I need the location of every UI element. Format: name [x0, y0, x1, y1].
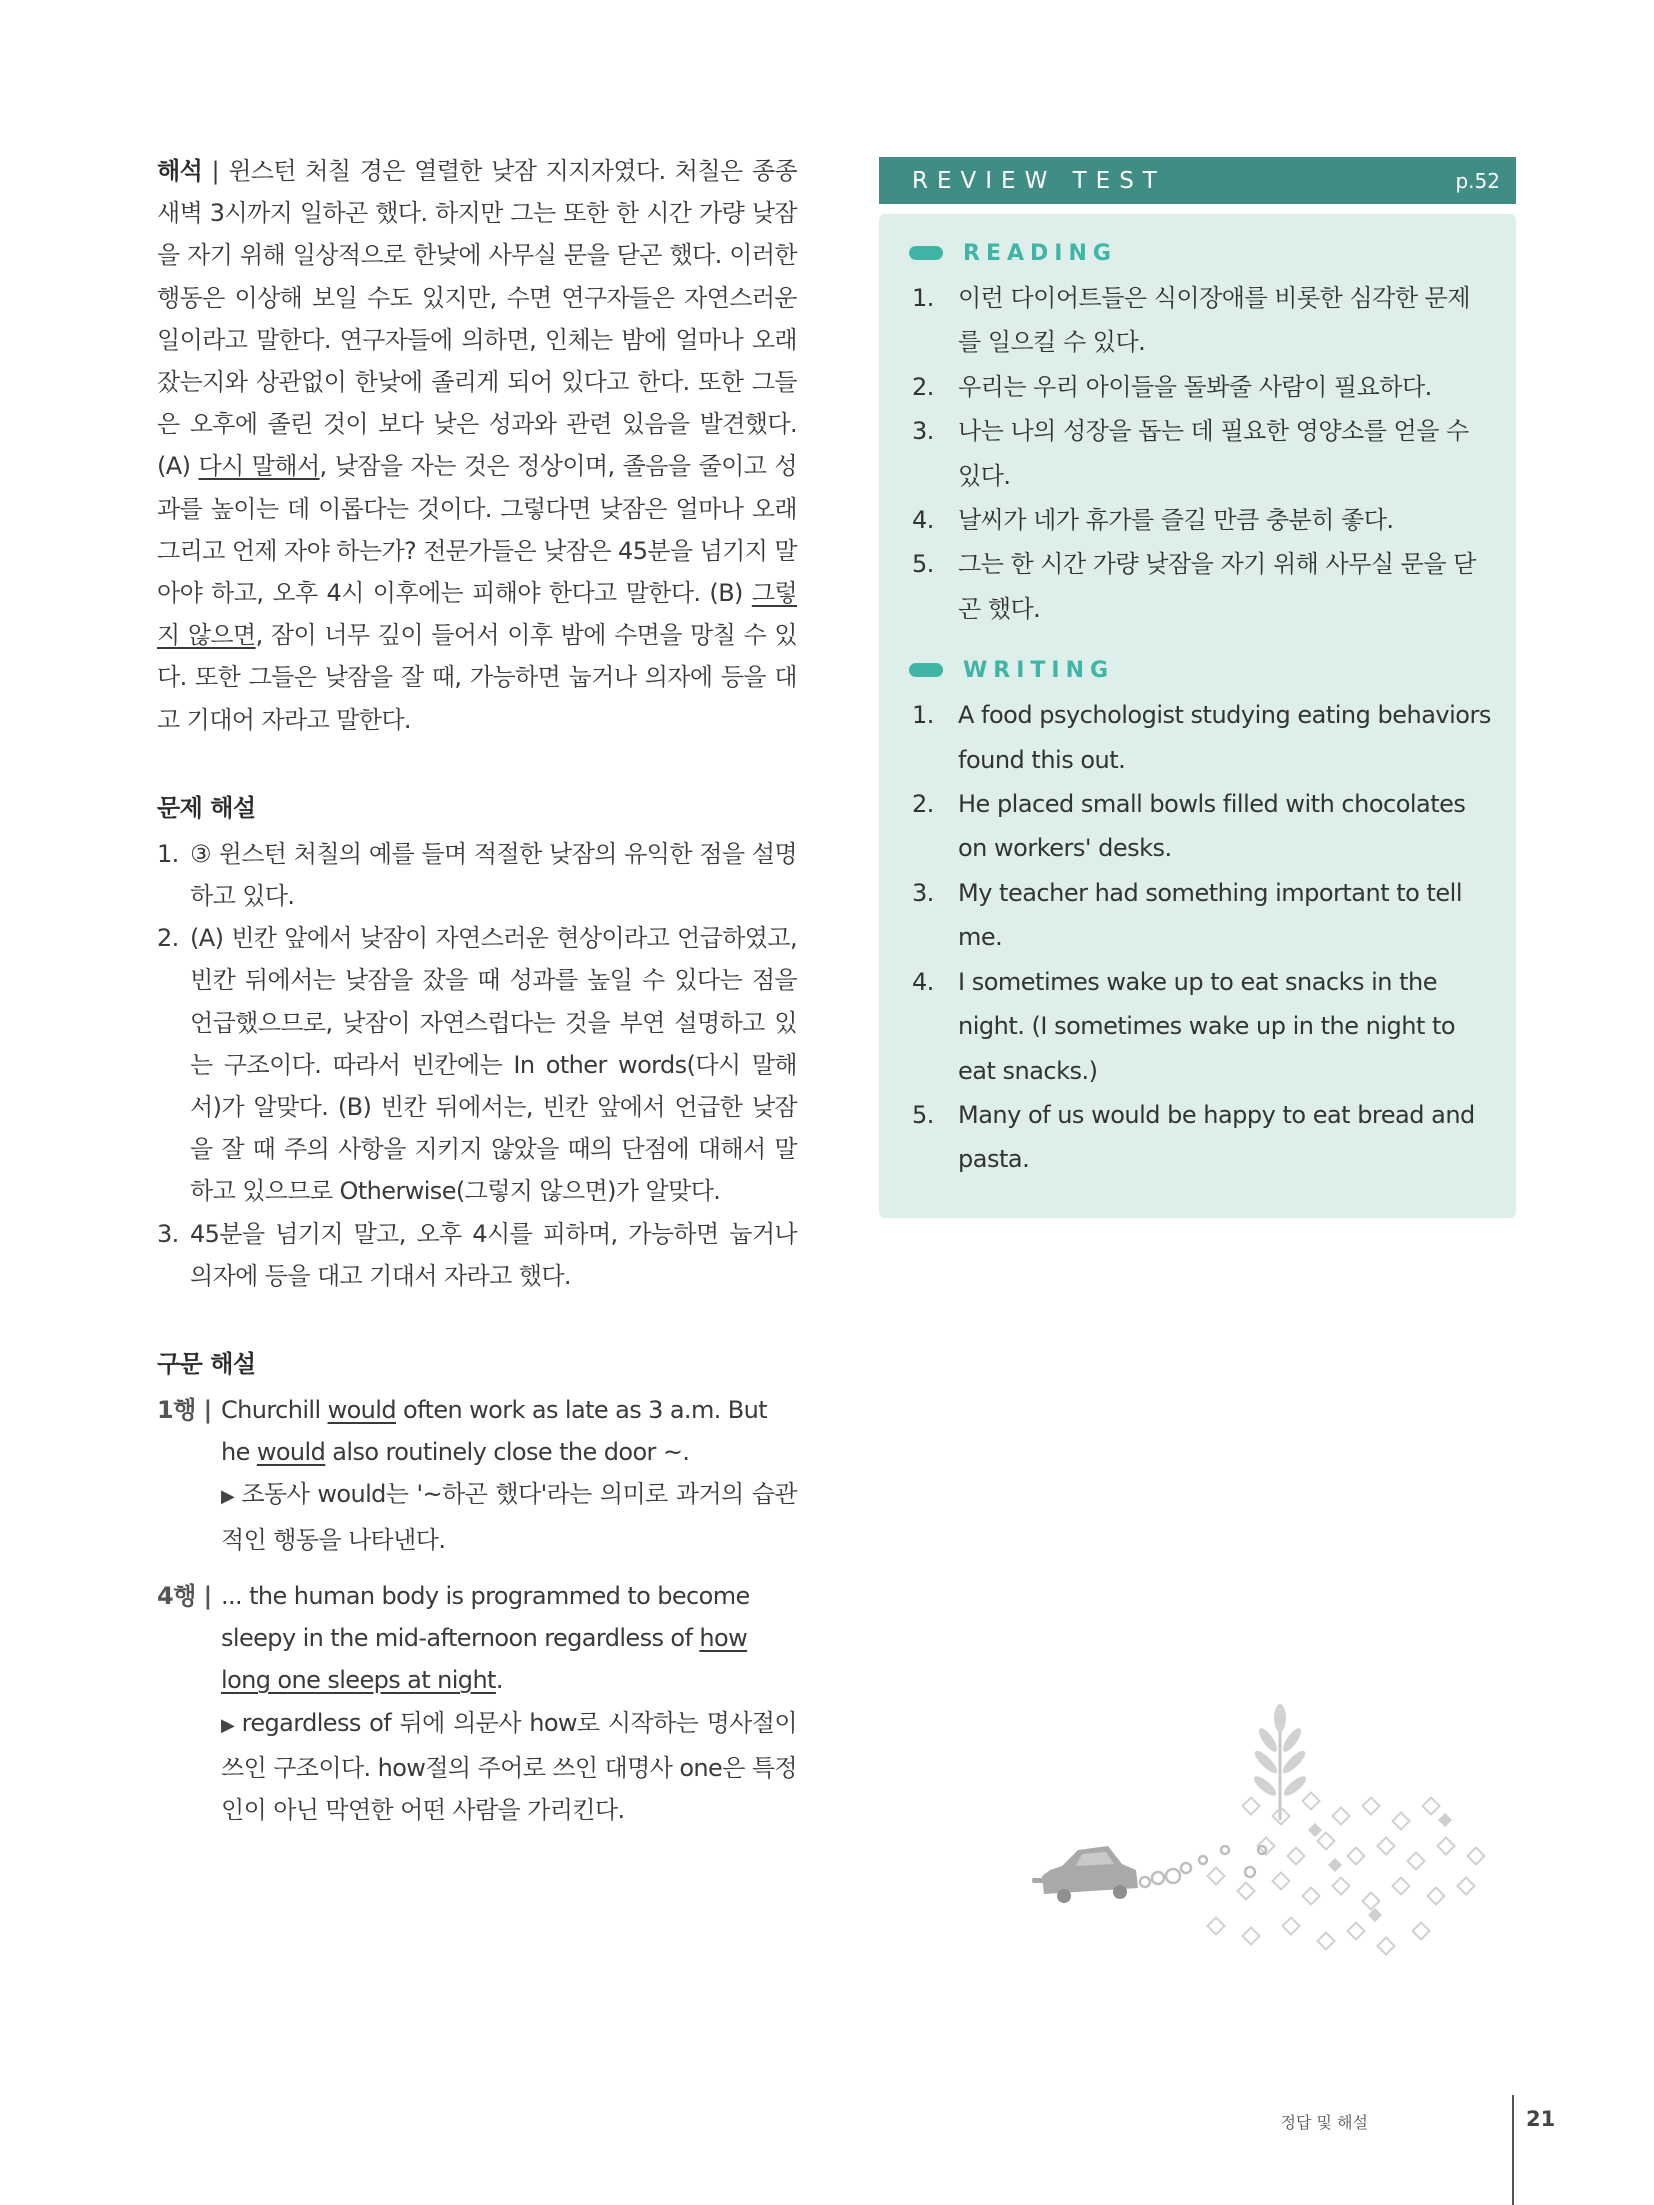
plant-icon: [1251, 1704, 1309, 1820]
item-number: 3.: [912, 878, 934, 907]
item-number: 1.: [912, 284, 934, 312]
problems-title: 문제 해설: [157, 793, 256, 822]
reading-label: READING: [963, 240, 1117, 266]
problem-number: 3.: [157, 1219, 179, 1248]
writing-item: [909, 1093, 1492, 1182]
grammar-item: [157, 1575, 797, 1831]
review-test-page-ref: p.52: [1455, 168, 1500, 193]
problems-list: [157, 833, 797, 1297]
footer-divider: [1512, 2095, 1514, 2205]
pill-marker-icon: [909, 246, 943, 260]
item-number: 2.: [912, 790, 934, 819]
grammar-title: 구문 해설: [157, 1350, 256, 1379]
grammar-sentence: [221, 1389, 797, 1473]
item-text: I sometimes wake up to eat snacks in the night. (I sometimes wake up in the night to eat snacks.): [958, 967, 1456, 1085]
sentence-part: also routinely close the door ~.: [325, 1438, 690, 1467]
writing-item: [909, 693, 1492, 782]
item-text: 이런 다이어트들은 식이장애를 비롯한 심각한 문제를 일으킬 수 있다.: [958, 284, 1471, 357]
reading-item: [909, 498, 1492, 542]
reading-heading: [909, 238, 1492, 268]
writing-item: [909, 871, 1492, 960]
translation-label: 해석: [157, 157, 203, 185]
translation-text-2: , 낮잠을 자는 것은 정상이며, 졸음을 줄이고 성과를 높이는 데 이롭다는 것이다. 그렇다면 낮잠은 얼마나 오래 그리고 언제 자야 하는가? 전문가들은 낮잠은 45분을 넘기지 말아야 하고, 오후 4시 이후에는 피해야 한다고 말한다. (B): [157, 452, 798, 608]
triangle-arrow-icon: ▶: [221, 1714, 236, 1736]
problem-number: 1.: [157, 839, 179, 868]
grammar-note-text: 조동사 would는 '~하곤 했다'라는 의미로 과거의 습관적인 행동을 나타낸다.: [221, 1480, 797, 1554]
reading-item: [909, 542, 1492, 631]
sentence-underline: how long one sleeps at night: [221, 1624, 748, 1695]
car-plant-illustration: [1030, 1700, 1530, 1980]
sentence-part: .: [495, 1666, 503, 1695]
grammar-line-ref: 1행 |: [157, 1396, 212, 1425]
review-test-title: REVIEW TEST: [912, 167, 1166, 194]
review-test-header: [879, 157, 1516, 204]
translation-text-1: | 윈스턴 처칠 경은 열렬한 낮잠 지지자였다. 처칠은 종종 새벽 3시까지 일하곤 했다. 하지만 그는 또한 한 시간 가량 낮잠을 자기 위해 일상적으로 한낮에 사무실 문을 닫곤 했다. 이러한 행동은 이상해 보일 수도 있지만, 수면 연구자들은 자연스러운 일이라고 말한다. 연구자들에 의하면, 인체는 밤에 얼마나 오래 잤는지와 상관없이 한낮에 졸리게 되어 있다고 한다. 또한 그들은 오후에 졸린 것이 보다 낮은 성과와 관련 있음을 발견했다. (A): [157, 157, 797, 481]
sentence-part: ... the human body is programmed to become sleepy in the mid-afternoon regardless of: [221, 1581, 750, 1653]
writing-item: [909, 960, 1492, 1093]
writing-item: [909, 782, 1492, 871]
item-text: 우리는 우리 아이들을 돌봐줄 사람이 필요하다.: [958, 372, 1432, 401]
triangle-arrow-icon: ▶: [221, 1486, 236, 1508]
item-number: 1.: [912, 701, 934, 730]
writing-list: [909, 693, 1492, 1181]
problem-text: (A) 빈칸 앞에서 낮잠이 자연스러운 현상이라고 언급하였고, 빈칸 뒤에서는 낮잠을 잤을 때 성과를 높일 수 있다는 점을 언급했으므로, 낮잠이 자연스럽다는 것을 부연 설명하고 있는 구조이다. 따라서 빈칸에는 In other words(다시 말해서)가 알맞다. (B) 빈칸 뒤에서는, 빈칸 앞에서 언급한 낮잠을 잘 때 주의 사항을 지키지 않았을 때의 단점에 대해서 말하고 있으므로 Otherwise(그렇지 않으면)가 알맞다.: [190, 924, 797, 1206]
item-text: My teacher had something important to tell me.: [958, 878, 1462, 952]
item-text: Many of us would be happy to eat bread and pasta.: [958, 1100, 1475, 1174]
problem-item: [157, 833, 797, 917]
sentence-part: Churchill: [221, 1396, 328, 1425]
reading-list: [909, 276, 1492, 631]
reading-item: [909, 409, 1492, 498]
item-number: 4.: [912, 967, 934, 996]
item-number: 5.: [912, 550, 934, 579]
writing-label: WRITING: [963, 657, 1115, 683]
filled-diamonds: [1308, 1813, 1452, 1922]
pill-marker-icon: [909, 663, 943, 677]
car-icon: [1032, 1846, 1138, 1903]
item-text: 날씨가 네가 휴가를 즐길 만큼 충분히 좋다.: [958, 506, 1394, 535]
grammar-note: [221, 1473, 797, 1560]
item-number: 2.: [912, 372, 934, 401]
problem-item: [157, 1213, 797, 1297]
writing-heading: [909, 655, 1492, 685]
left-column: [157, 150, 797, 1845]
footer-label: 정답 및 해설: [1280, 2113, 1368, 2132]
blank-a-answer: 다시 말해서: [198, 452, 320, 481]
item-number: 5.: [912, 1100, 934, 1129]
problem-number: 2.: [157, 924, 179, 953]
translation-text-3: , 잠이 너무 깊이 들어서 이후 밤에 수면을 망칠 수 있다. 또한 그들은 낮잠을 잘 때, 가능하면 눕거나 의자에 등을 대고 기대어 자라고 말한다.: [157, 621, 797, 734]
problem-item: [157, 917, 797, 1212]
reading-item: [909, 365, 1492, 409]
grammar-body: [221, 1575, 797, 1831]
grammar-note-text: regardless of 뒤에 의문사 how로 시작하는 명사절이 쓰인 구조이다. how절의 주어로 쓰인 대명사 one은 특정인이 아닌 막연한 어떤 사람을 가리킨다.: [221, 1708, 797, 1824]
grammar-note: [221, 1702, 797, 1832]
sentence-part: often work as late as 3 a.m. But he: [221, 1396, 768, 1467]
translation-paragraph: [157, 150, 797, 741]
grammar-item: [157, 1389, 797, 1561]
grammar-line-ref: 4행 |: [157, 1581, 212, 1610]
item-text: 그는 한 시간 가량 낮잠을 자기 위해 사무실 문을 닫곤 했다.: [958, 550, 1476, 623]
exhaust-bubbles: [1140, 1846, 1266, 1887]
page-number: 21: [1526, 2107, 1556, 2131]
item-number: 3.: [912, 417, 934, 446]
item-text: 나는 나의 성장을 돕는 데 필요한 영양소를 얻을 수 있다.: [958, 417, 1469, 490]
problem-text: ③ 윈스턴 처칠의 예를 들며 적절한 낮잠의 유익한 점을 설명하고 있다.: [190, 839, 797, 911]
grammar-body: [221, 1389, 797, 1561]
blank-b-answer: 그렇지 않으면: [157, 579, 797, 650]
reading-item: [909, 276, 1492, 365]
item-number: 4.: [912, 506, 934, 535]
review-test-panel: [879, 214, 1516, 1218]
problem-text: 45분을 넘기지 말고, 오후 4시를 피하며, 가능하면 눕거나 의자에 등을 대고 기대서 자라고 했다.: [190, 1219, 797, 1290]
item-text: A food psychologist studying eating behaviors found this out.: [958, 701, 1491, 774]
sentence-underline: would: [256, 1438, 326, 1467]
sentence-underline: would: [327, 1396, 396, 1425]
grammar-sentence: [221, 1575, 797, 1702]
item-text: He placed small bowls filled with chocolates on workers' desks.: [958, 790, 1466, 863]
